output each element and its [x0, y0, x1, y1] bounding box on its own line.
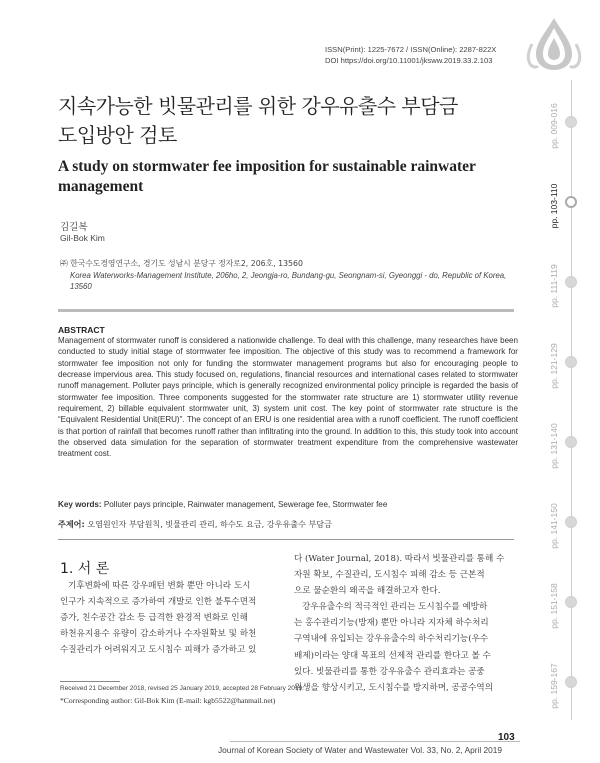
page-tab-label: pp. 141-150: [549, 503, 559, 549]
page-tab-label: pp. 151-158: [549, 583, 559, 629]
footnote-divider: [60, 681, 120, 682]
page-tab-dot-icon: [565, 356, 577, 368]
doi-text: DOI https://doi.org/10.11001/jksww.2019.33.2.103: [325, 56, 493, 65]
affiliation-english: Korea Waterworks-Management Institute, 206ho, 2, Jeongja-ro, Bundang-gu, Seongnam-si, Gyeonggi - do, Republic of Korea, 13560: [70, 271, 507, 291]
body-line: 수질관리가 어려워지고 도시침수 피해가 증가하고 있: [60, 645, 257, 656]
page-tab[interactable]: [543, 410, 565, 482]
page-tab-label: pp. 111-119: [549, 264, 559, 308]
body-line: 기후변화에 따른 강우패턴 변화 뿐만 아니라 도시: [68, 581, 251, 591]
body-line: 으로 물순환의 왜곡을 해결하고자 한다.: [294, 586, 441, 597]
keywords-english-values: Polluter pays principle, Rainwater management, Sewerage fee, Stormwater fee: [103, 500, 388, 509]
page-tab-dot-icon: [565, 436, 577, 448]
body-line: 인구가 지속적으로 증가하여 개발로 인한 불투수면적: [60, 597, 257, 608]
abstract-text: Management of stormwater runoff is considered a nationwide challenge. To deal with this challenge, many researches have been conducted to study initial stage of stormwater fee imposition. The objective of this study was to recommend a framework for stormwater fee imposition not only for funding the stormwater management programs but also for encouraging people to decrease impervious area. This study focused on, regulations, financial resources and international cases related to stormwater runoff management. Polluter pays principle, which is generally recognized environmental policy principle is regarded the basis of stormwater fee imposition. Three components suggested for the stormwater rate structure are 1) stormwater utility revenue requirement, 2) billable equivalent stormwater unit, 3) system unit cost. The key point of stormwater rate structure is the “Equivalent Residential Unit(ERU)”. The concept of an ERU is one residential area with a runoff coefficient. The runoff coefficient is that portion of rainfall that becomes runoff rather than infiltrating into the ground. In addition to this, this study took into account the observed data simulation for the separation of stormwater treatment expenditure from the comprehensive wastewater treatment cost.: [58, 336, 518, 459]
author-english: Gil-Bok Kim: [60, 233, 105, 243]
page-tab[interactable]: [543, 650, 565, 722]
keywords-korean-values: 오염원인자 부담원칙, 빗물관리 관리, 하수도 요금, 강우유출수 부담금: [87, 519, 332, 529]
header-meta: [325, 44, 496, 66]
body-right-column: [294, 551, 516, 696]
page-rail-line: [571, 80, 572, 720]
footer-divider: [230, 741, 520, 742]
page-tab[interactable]: [543, 90, 565, 162]
page-tab-label: pp. 131-140: [549, 423, 559, 469]
body-line: 자원 확보, 수질관리, 도시침수 피해 감소 등 근본적: [294, 570, 485, 581]
body-line: 위생을 향상시키고, 도시침수를 방지하며, 공공수역의: [294, 682, 494, 693]
body-line: 다 (Water Journal, 2018). 따라서 빗물관리를 통해 수: [294, 554, 505, 564]
page-tab[interactable]: [543, 570, 565, 642]
page-tab-label: pp. 159-167: [549, 663, 559, 709]
section-title-introduction: 1. 서 론: [60, 561, 110, 577]
keywords-english: [58, 500, 387, 509]
body-line: 증가, 친수공간 감소 등 급격한 환경적 변화로 인해: [60, 613, 248, 624]
page-tab-dot-icon: [565, 116, 577, 128]
keywords-divider: [58, 539, 514, 540]
keywords-english-label: Key words:: [58, 500, 102, 509]
title-divider: [58, 309, 514, 312]
page-tab[interactable]: [543, 170, 565, 242]
page-tab-label: pp. 121-129: [549, 343, 559, 389]
received-dates: Received 21 December 2018, revised 25 January 2019, accepted 28 February 2019.: [60, 685, 304, 692]
page-tab[interactable]: [543, 330, 565, 402]
corresponding-author: *Corresponding author: Gil-Bok Kim (E-mail: kgb5522@hanmail.net): [60, 696, 276, 705]
page-tab-dot-icon: [565, 276, 577, 288]
title-korean: [58, 92, 498, 150]
body-line: 배제)이라는 양대 목표의 선제적 관리를 한다고 볼 수: [294, 650, 491, 661]
page-tab-dot-icon: [565, 676, 577, 688]
page-tab-dot-icon: [565, 596, 577, 608]
issn-text: ISSN(Print): 1225-7672 / ISSN(Online): 2287-822X: [325, 45, 497, 54]
page-tab-dot-active-icon: [565, 196, 577, 208]
body-left-column: [60, 578, 282, 658]
author-korean: 김길복: [60, 222, 88, 233]
body-line: 구역내에 유입되는 강우유출수의 하수처리기능(우수: [294, 634, 489, 645]
journal-citation: Journal of Korean Society of Water and Wastewater Vol. 33, No. 2, April 2019: [218, 745, 502, 755]
body-line: 강우유출수의 적극적인 관리는 도시침수를 예방하: [302, 602, 488, 613]
body-line: 있다. 빗물관리를 통한 강우유출수 관리효과는 공중: [294, 666, 485, 677]
abstract-heading: ABSTRACT: [58, 325, 105, 335]
title-korean-line2: 도입방안 검토: [58, 123, 177, 147]
page-tab-label: pp. 009-016: [549, 103, 559, 149]
page-tab[interactable]: [543, 250, 565, 322]
page-number: 103: [498, 732, 515, 743]
keywords-korean: [58, 519, 332, 530]
title-korean-line1: 지속가능한 빗물관리를 위한 강우유출수 부담금: [58, 94, 458, 118]
page-tab-dot-icon: [565, 516, 577, 528]
title-english: A study on stormwater fee imposition for sustainable rainwater management: [58, 158, 476, 195]
page-tab[interactable]: [543, 490, 565, 562]
journal-logo-icon: [524, 14, 584, 72]
keywords-korean-label: 주제어:: [58, 519, 85, 529]
page-tab-label: pp. 103-110: [549, 183, 559, 229]
body-line: 는 홍수관리기능(방재) 뿐만 아니라 지자체 하수처리: [294, 618, 489, 629]
affiliation-korean: ㈜ 한국수도경영연구소, 경기도 성남시 분당구 정자로2, 206호, 13560: [60, 259, 303, 268]
body-line: 하천유지용수 유량이 감소하거나 수자원확보 및 하천: [60, 629, 257, 640]
